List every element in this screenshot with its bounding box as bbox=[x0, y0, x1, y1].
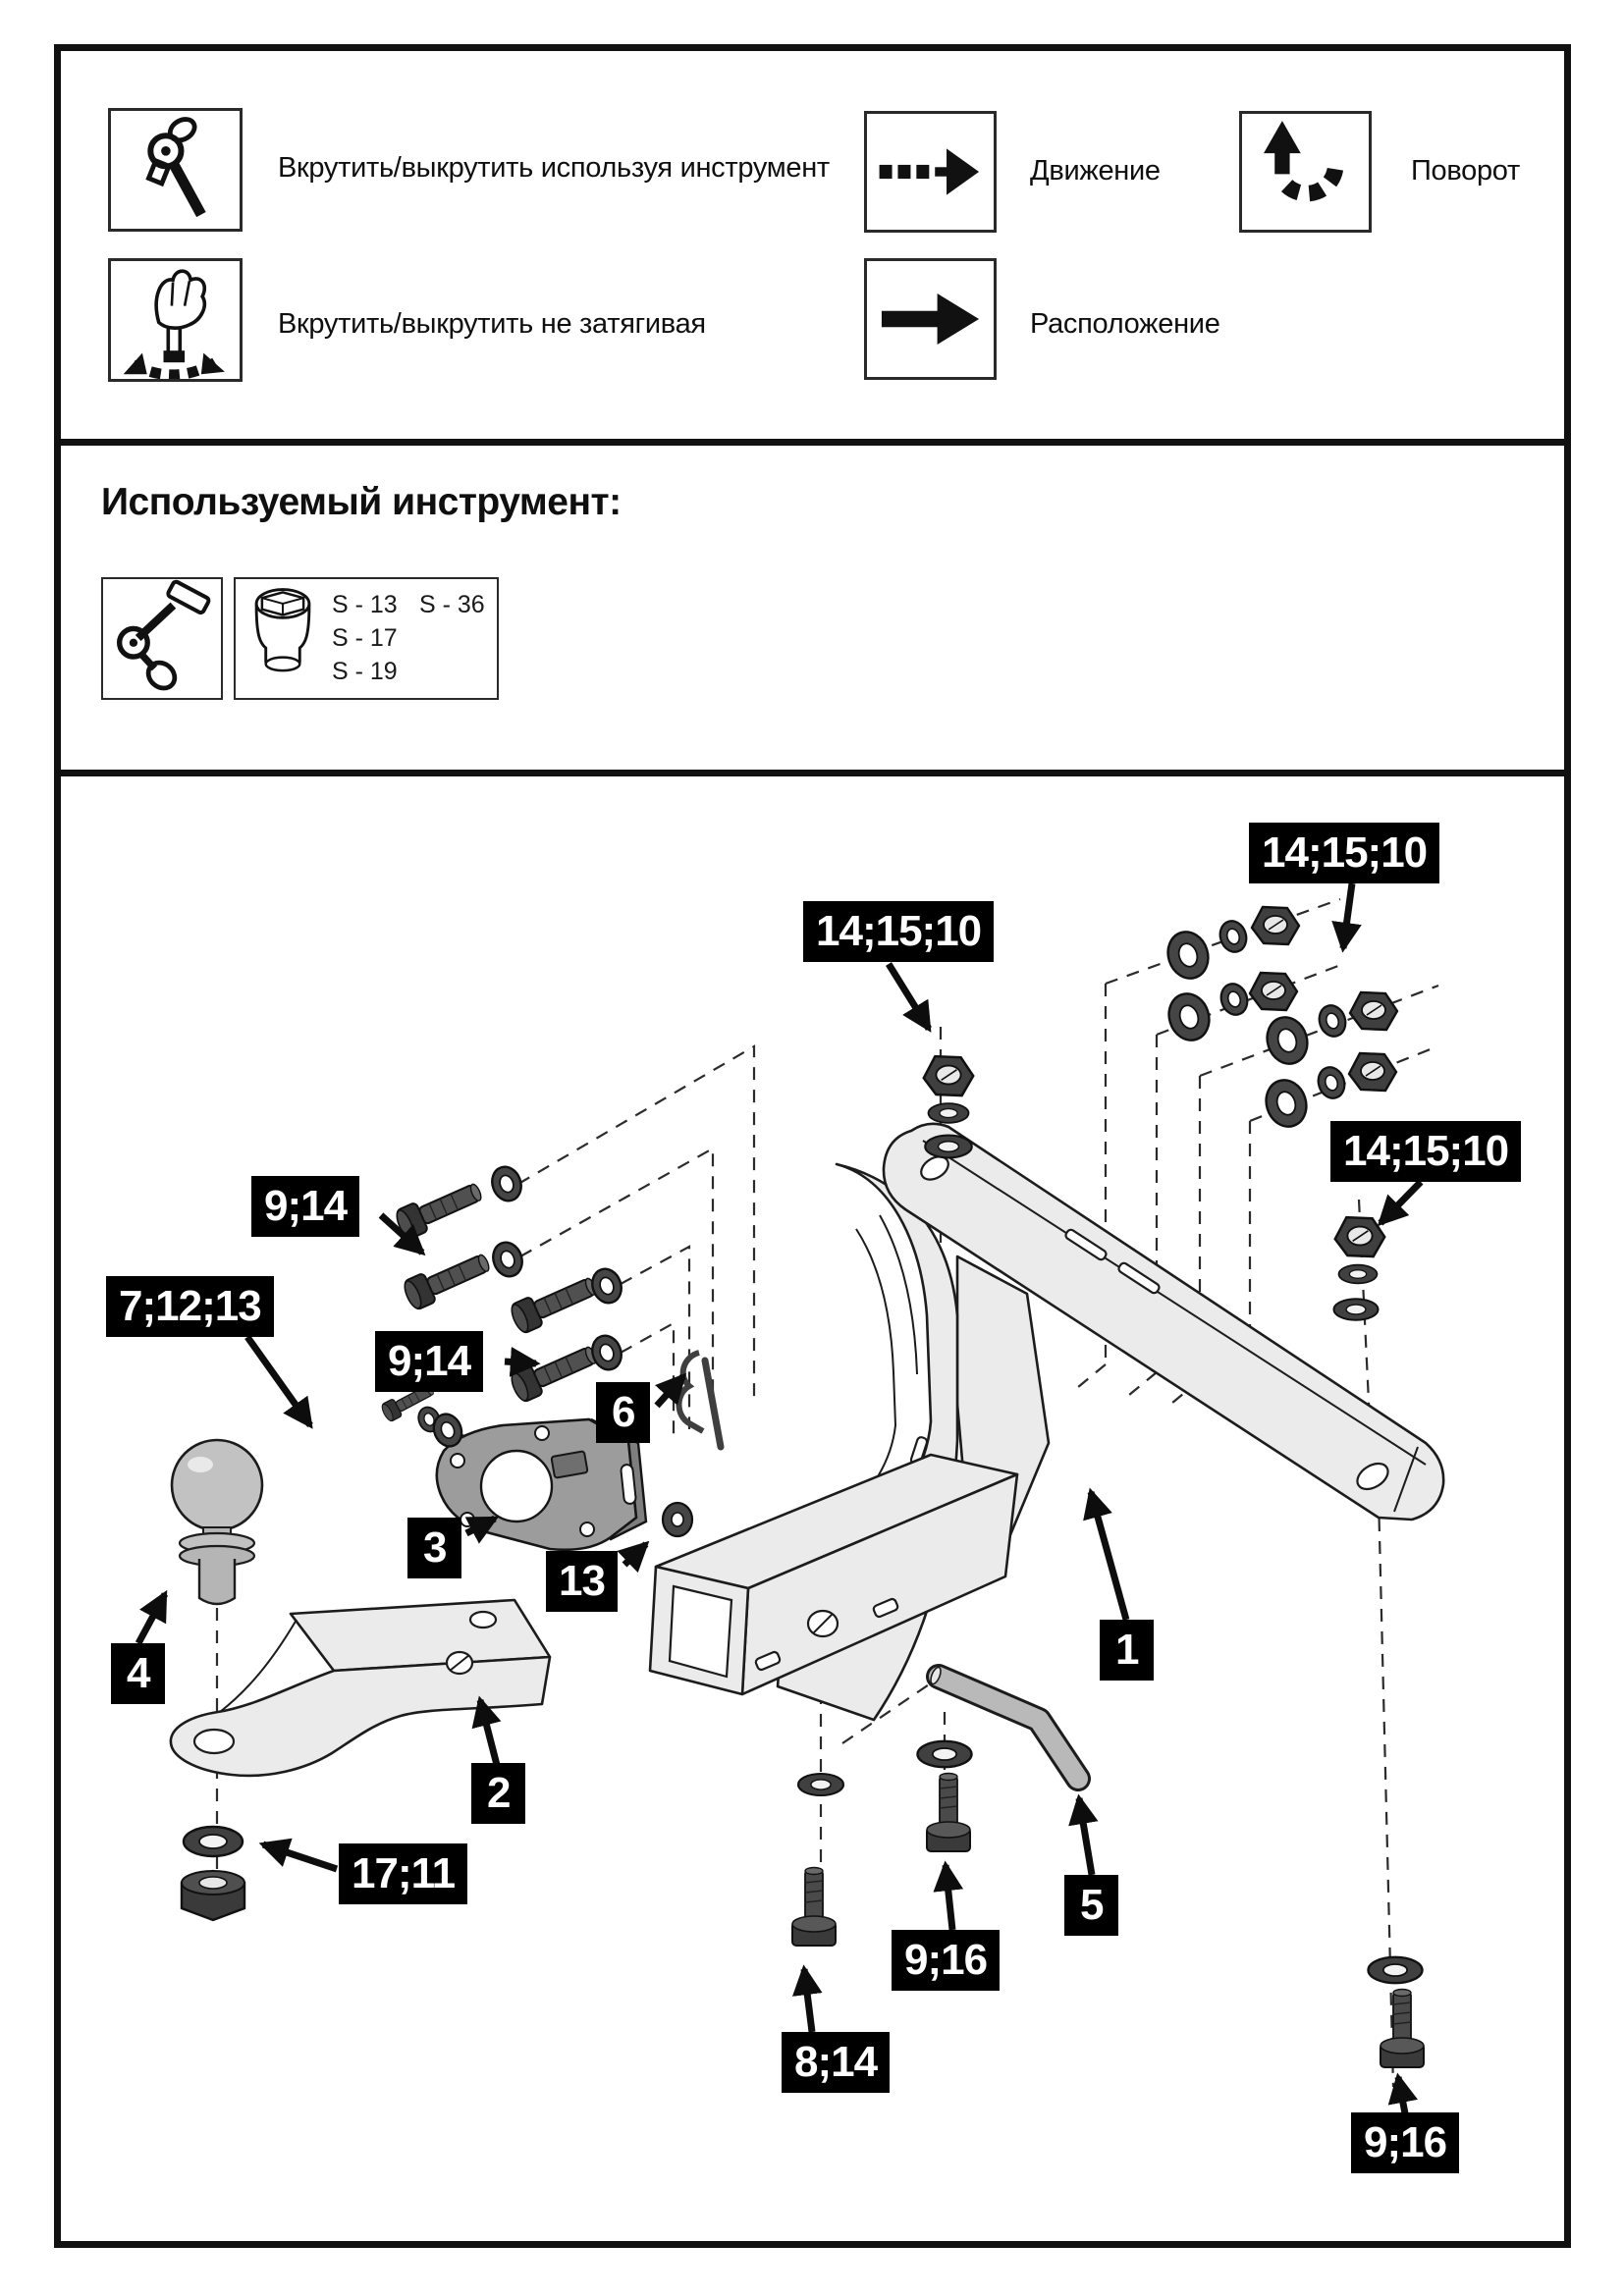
legend-label-movement: Движение bbox=[1030, 155, 1161, 187]
bolt-8-14-parts bbox=[792, 1774, 843, 1946]
tow-ball-part bbox=[172, 1440, 262, 1604]
legend-label-ratchet: Вкрутить/выкрутить используя инструмент bbox=[278, 152, 830, 184]
callout-1: 1 bbox=[1100, 1620, 1154, 1681]
socket-size-s13: S - 13 bbox=[332, 591, 398, 618]
callout-14-15-10-right: 14;15;10 bbox=[1330, 1121, 1521, 1182]
callout-13: 13 bbox=[546, 1551, 618, 1612]
bolts-left-cluster bbox=[380, 1163, 626, 1451]
callout-3: 3 bbox=[407, 1518, 461, 1578]
socket-size-s36: S - 36 bbox=[419, 591, 485, 618]
construction-lines bbox=[217, 899, 1438, 2087]
tools-heading: Используемый инструмент: bbox=[101, 481, 622, 523]
main-crossmember-part bbox=[650, 1124, 1443, 1720]
bolt-9-16-right-parts bbox=[1369, 1957, 1425, 2067]
fasteners-top-right-cluster bbox=[1163, 907, 1397, 1132]
callout-9-16-middle: 9;16 bbox=[892, 1930, 1000, 1991]
fastener-stack-middle bbox=[924, 1056, 973, 1157]
callout-17-11: 17;11 bbox=[339, 1843, 467, 1904]
socket-size-s19: S - 19 bbox=[332, 658, 398, 685]
callout-9-14-upper: 9;14 bbox=[251, 1176, 359, 1237]
callout-5: 5 bbox=[1064, 1875, 1118, 1936]
fastener-stack-right bbox=[1334, 1217, 1385, 1320]
callout-9-14-lower: 9;14 bbox=[375, 1331, 483, 1392]
callout-arrows bbox=[138, 883, 1421, 2113]
socket-size-s17: S - 17 bbox=[332, 624, 398, 652]
callout-8-14: 8;14 bbox=[782, 2032, 890, 2093]
bolt-9-16-middle-parts bbox=[918, 1741, 972, 1851]
callout-6: 6 bbox=[596, 1382, 650, 1443]
legend-label-location: Расположение bbox=[1030, 308, 1220, 340]
callout-2: 2 bbox=[471, 1763, 525, 1824]
washer-nut-ball-parts bbox=[182, 1827, 244, 1920]
callout-14-15-10-topright: 14;15;10 bbox=[1249, 823, 1439, 883]
callout-14-15-10-top: 14;15;10 bbox=[803, 901, 994, 962]
legend-label-hand: Вкрутить/выкрутить не затягивая bbox=[278, 308, 706, 340]
washer-13-part bbox=[663, 1503, 692, 1536]
callout-9-16-right: 9;16 bbox=[1351, 2112, 1459, 2173]
callout-7-12-13: 7;12;13 bbox=[106, 1276, 274, 1337]
r-clip-part bbox=[679, 1353, 722, 1447]
legend-label-rotation: Поворот bbox=[1411, 155, 1520, 187]
callout-4: 4 bbox=[111, 1643, 165, 1704]
